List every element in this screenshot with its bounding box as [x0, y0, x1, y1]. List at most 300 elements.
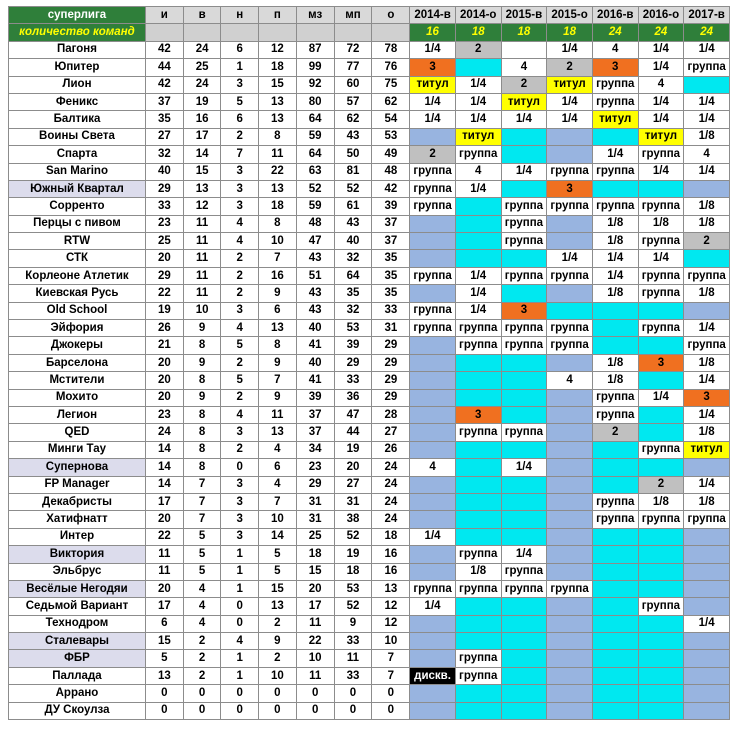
- stat-games: 0: [145, 702, 183, 719]
- stat-wins: 0: [183, 702, 221, 719]
- season-result: 3: [455, 406, 501, 423]
- season-result: группа: [501, 424, 547, 441]
- stat-goals-for: 18: [296, 546, 334, 563]
- season-result: 1/4: [547, 111, 593, 128]
- stat-points: 0: [372, 685, 410, 702]
- stat-points: 39: [372, 198, 410, 215]
- stat-losses: 13: [258, 93, 296, 110]
- stat-losses: 8: [258, 215, 296, 232]
- season-result: [592, 528, 638, 545]
- col-header-wins: в: [183, 7, 221, 24]
- season-result: дискв.: [410, 667, 456, 684]
- season-result: группа: [501, 198, 547, 215]
- season-result: группа: [455, 337, 501, 354]
- stat-losses: 12: [258, 41, 296, 58]
- stat-games: 19: [145, 302, 183, 319]
- stat-points: 48: [372, 163, 410, 180]
- season-result: [501, 685, 547, 702]
- stat-games: 20: [145, 372, 183, 389]
- season-result: титул: [547, 76, 593, 93]
- stat-losses: 7: [258, 250, 296, 267]
- season-result: 2: [455, 41, 501, 58]
- team-name: QED: [9, 424, 146, 441]
- table-row: [9, 633, 730, 650]
- season-result: 1/8: [592, 215, 638, 232]
- season-result: 1/4: [547, 250, 593, 267]
- col-header-points: о: [372, 7, 410, 24]
- stat-goals-against: 27: [334, 476, 372, 493]
- team-count-value: 18: [547, 24, 593, 41]
- season-result: 2: [592, 424, 638, 441]
- season-result: [455, 233, 501, 250]
- stat-goals-against: 64: [334, 267, 372, 284]
- stat-wins: 15: [183, 163, 221, 180]
- stat-games: 22: [145, 285, 183, 302]
- stat-points: 12: [372, 615, 410, 632]
- season-result: [455, 59, 501, 76]
- stat-goals-against: 60: [334, 76, 372, 93]
- season-result: [455, 702, 501, 719]
- stat-wins: 2: [183, 650, 221, 667]
- season-result: группа: [410, 163, 456, 180]
- stat-goals-for: 41: [296, 337, 334, 354]
- stat-goals-for: 87: [296, 41, 334, 58]
- season-result: [592, 580, 638, 597]
- stat-goals-against: 47: [334, 406, 372, 423]
- season-header: 2016-в: [592, 7, 638, 24]
- season-result: [455, 685, 501, 702]
- stat-games: 14: [145, 476, 183, 493]
- season-result: 1/4: [410, 598, 456, 615]
- header-row: [9, 7, 730, 24]
- stat-games: 21: [145, 337, 183, 354]
- stat-games: 37: [145, 93, 183, 110]
- table-row: [9, 111, 730, 128]
- season-result: [410, 215, 456, 232]
- stat-points: 12: [372, 598, 410, 615]
- season-result: 1/4: [684, 41, 730, 58]
- stat-games: 40: [145, 163, 183, 180]
- season-result: [592, 546, 638, 563]
- stat-goals-for: 43: [296, 250, 334, 267]
- table-row: [9, 528, 730, 545]
- season-result: 3: [684, 389, 730, 406]
- season-result: [455, 215, 501, 232]
- stat-draws: 5: [221, 93, 258, 110]
- season-result: группа: [638, 146, 684, 163]
- team-name: Воины Света: [9, 128, 146, 145]
- season-result: [501, 511, 547, 528]
- stat-points: 49: [372, 146, 410, 163]
- stat-draws: 2: [221, 285, 258, 302]
- season-result: 1/4: [638, 59, 684, 76]
- stat-goals-against: 43: [334, 215, 372, 232]
- stat-draws: 2: [221, 267, 258, 284]
- season-result: [684, 633, 730, 650]
- stat-games: 6: [145, 615, 183, 632]
- stat-games: 13: [145, 667, 183, 684]
- stat-games: 23: [145, 406, 183, 423]
- season-result: [592, 337, 638, 354]
- stat-losses: 13: [258, 424, 296, 441]
- season-result: 1/4: [638, 163, 684, 180]
- stat-draws: 2: [221, 128, 258, 145]
- season-result: [638, 424, 684, 441]
- team-name: Old School: [9, 302, 146, 319]
- season-result: группа: [592, 493, 638, 510]
- season-result: группа: [547, 267, 593, 284]
- season-result: 4: [501, 59, 547, 76]
- team-name: San Marino: [9, 163, 146, 180]
- season-result: [455, 354, 501, 371]
- stat-points: 7: [372, 667, 410, 684]
- table-row: [9, 180, 730, 197]
- season-result: группа: [684, 337, 730, 354]
- stat-games: 20: [145, 580, 183, 597]
- stat-wins: 11: [183, 233, 221, 250]
- season-result: [592, 563, 638, 580]
- season-result: 1/4: [455, 93, 501, 110]
- stat-wins: 11: [183, 285, 221, 302]
- stat-wins: 11: [183, 267, 221, 284]
- season-result: [410, 563, 456, 580]
- team-name: Эльбрус: [9, 563, 146, 580]
- stat-goals-for: 43: [296, 285, 334, 302]
- season-result: [547, 406, 593, 423]
- season-result: 1/8: [638, 215, 684, 232]
- stat-points: 16: [372, 546, 410, 563]
- season-result: [547, 511, 593, 528]
- stat-goals-against: 33: [334, 633, 372, 650]
- stat-draws: 3: [221, 198, 258, 215]
- stat-wins: 5: [183, 546, 221, 563]
- stat-wins: 17: [183, 128, 221, 145]
- season-result: 1/4: [638, 111, 684, 128]
- stat-goals-for: 52: [296, 180, 334, 197]
- stat-games: 17: [145, 493, 183, 510]
- season-result: [592, 320, 638, 337]
- stat-goals-against: 50: [334, 146, 372, 163]
- stat-goals-for: 34: [296, 441, 334, 458]
- season-result: группа: [410, 302, 456, 319]
- season-result: группа: [684, 267, 730, 284]
- stat-draws: 2: [221, 250, 258, 267]
- table-row: [9, 337, 730, 354]
- stat-goals-for: 64: [296, 146, 334, 163]
- season-result: группа: [638, 267, 684, 284]
- stat-wins: 16: [183, 111, 221, 128]
- stat-games: 14: [145, 459, 183, 476]
- stat-losses: 4: [258, 441, 296, 458]
- season-result: [684, 302, 730, 319]
- team-name: Юпитер: [9, 59, 146, 76]
- team-name: Супернова: [9, 459, 146, 476]
- stat-points: 35: [372, 285, 410, 302]
- stat-points: 24: [372, 476, 410, 493]
- stat-wins: 4: [183, 598, 221, 615]
- team-name: Минги Тау: [9, 441, 146, 458]
- table-row: [9, 650, 730, 667]
- stat-points: 29: [372, 337, 410, 354]
- stat-goals-against: 35: [334, 285, 372, 302]
- stat-wins: 7: [183, 511, 221, 528]
- stat-points: 37: [372, 215, 410, 232]
- stat-losses: 7: [258, 372, 296, 389]
- season-result: [638, 406, 684, 423]
- stat-losses: 15: [258, 76, 296, 93]
- season-result: [592, 615, 638, 632]
- season-result: 1/4: [638, 41, 684, 58]
- season-result: 1/4: [684, 111, 730, 128]
- season-result: [592, 441, 638, 458]
- season-result: 1/8: [684, 215, 730, 232]
- team-name: RTW: [9, 233, 146, 250]
- stat-losses: 6: [258, 302, 296, 319]
- stat-goals-against: 20: [334, 459, 372, 476]
- season-result: [684, 650, 730, 667]
- season-result: [592, 685, 638, 702]
- team-name: Седьмой Вариант: [9, 598, 146, 615]
- season-result: группа: [638, 320, 684, 337]
- stat-wins: 13: [183, 180, 221, 197]
- blank-cell: [296, 24, 334, 41]
- season-result: группа: [455, 146, 501, 163]
- season-result: титул: [455, 128, 501, 145]
- season-result: [455, 372, 501, 389]
- stat-draws: 4: [221, 233, 258, 250]
- season-result: [410, 476, 456, 493]
- table-row: [9, 59, 730, 76]
- table-row: [9, 372, 730, 389]
- table-row: [9, 667, 730, 684]
- stat-losses: 8: [258, 128, 296, 145]
- stat-points: 35: [372, 267, 410, 284]
- table-row: [9, 685, 730, 702]
- stat-goals-against: 52: [334, 180, 372, 197]
- season-result: группа: [410, 580, 456, 597]
- season-result: 4: [455, 163, 501, 180]
- table-row: [9, 702, 730, 719]
- season-result: [547, 476, 593, 493]
- season-result: [547, 233, 593, 250]
- table-row: [9, 163, 730, 180]
- stat-points: 7: [372, 650, 410, 667]
- season-result: группа: [501, 337, 547, 354]
- season-result: [684, 76, 730, 93]
- stat-losses: 13: [258, 598, 296, 615]
- season-result: группа: [410, 320, 456, 337]
- season-result: [547, 667, 593, 684]
- season-result: 4: [638, 76, 684, 93]
- season-result: [547, 650, 593, 667]
- stat-points: 28: [372, 406, 410, 423]
- stat-goals-against: 40: [334, 233, 372, 250]
- col-header-games: и: [145, 7, 183, 24]
- team-name: Барселона: [9, 354, 146, 371]
- season-result: [501, 667, 547, 684]
- season-result: [592, 180, 638, 197]
- stat-losses: 5: [258, 563, 296, 580]
- stat-games: 20: [145, 511, 183, 528]
- stat-goals-against: 0: [334, 685, 372, 702]
- stat-games: 11: [145, 546, 183, 563]
- season-result: [547, 615, 593, 632]
- season-result: [547, 493, 593, 510]
- season-header: 2016-о: [638, 7, 684, 24]
- season-result: группа: [638, 511, 684, 528]
- season-result: [410, 424, 456, 441]
- season-result: [455, 389, 501, 406]
- season-result: 3: [501, 302, 547, 319]
- team-name: Аррано: [9, 685, 146, 702]
- stat-draws: 1: [221, 563, 258, 580]
- season-result: группа: [455, 424, 501, 441]
- team-name: Мстители: [9, 372, 146, 389]
- stat-games: 24: [145, 424, 183, 441]
- stat-draws: 4: [221, 215, 258, 232]
- table-row: [9, 406, 730, 423]
- stat-wins: 11: [183, 250, 221, 267]
- stat-goals-against: 31: [334, 493, 372, 510]
- blank-cell: [221, 24, 258, 41]
- stat-losses: 22: [258, 163, 296, 180]
- stat-wins: 24: [183, 76, 221, 93]
- stat-wins: 8: [183, 424, 221, 441]
- stat-draws: 3: [221, 424, 258, 441]
- season-result: 1/4: [455, 285, 501, 302]
- season-result: 1/4: [547, 93, 593, 110]
- table-row: [9, 302, 730, 319]
- stat-wins: 9: [183, 320, 221, 337]
- stat-points: 31: [372, 320, 410, 337]
- season-result: [501, 180, 547, 197]
- stat-draws: 3: [221, 476, 258, 493]
- season-result: группа: [638, 441, 684, 458]
- season-result: [547, 146, 593, 163]
- season-result: 3: [410, 59, 456, 76]
- season-result: 1/4: [684, 476, 730, 493]
- stat-draws: 4: [221, 633, 258, 650]
- season-result: 1/8: [592, 285, 638, 302]
- season-result: [684, 546, 730, 563]
- season-result: [501, 633, 547, 650]
- season-header: 2017-в: [684, 7, 730, 24]
- stat-wins: 9: [183, 389, 221, 406]
- team-count-label: количество команд: [9, 24, 146, 41]
- season-result: 4: [547, 372, 593, 389]
- stat-losses: 13: [258, 320, 296, 337]
- stat-goals-for: 63: [296, 163, 334, 180]
- stat-losses: 10: [258, 233, 296, 250]
- season-result: 2: [501, 76, 547, 93]
- team-count-value: 18: [455, 24, 501, 41]
- stat-losses: 9: [258, 285, 296, 302]
- season-result: группа: [547, 198, 593, 215]
- season-result: [501, 441, 547, 458]
- season-result: 2: [684, 233, 730, 250]
- blank-cell: [258, 24, 296, 41]
- season-result: [684, 580, 730, 597]
- team-name: Паллада: [9, 667, 146, 684]
- stat-games: 14: [145, 441, 183, 458]
- team-name: Хатифнатт: [9, 511, 146, 528]
- season-result: 4: [684, 146, 730, 163]
- season-result: 1/4: [684, 320, 730, 337]
- stat-wins: 11: [183, 215, 221, 232]
- season-result: [638, 302, 684, 319]
- season-result: группа: [638, 598, 684, 615]
- season-result: [455, 511, 501, 528]
- stat-wins: 10: [183, 302, 221, 319]
- table-row: [9, 598, 730, 615]
- season-result: группа: [592, 76, 638, 93]
- season-result: [501, 285, 547, 302]
- table-row: [9, 389, 730, 406]
- season-result: группа: [638, 233, 684, 250]
- team-count-value: 16: [410, 24, 456, 41]
- stat-losses: 15: [258, 580, 296, 597]
- team-name: FP Manager: [9, 476, 146, 493]
- season-result: [684, 180, 730, 197]
- season-result: [638, 633, 684, 650]
- stat-goals-against: 52: [334, 528, 372, 545]
- season-result: [638, 667, 684, 684]
- team-name: Киевская Русь: [9, 285, 146, 302]
- table-row: [9, 615, 730, 632]
- season-result: [547, 302, 593, 319]
- table-row: [9, 476, 730, 493]
- season-result: 1/4: [501, 111, 547, 128]
- stat-goals-for: 25: [296, 528, 334, 545]
- team-name: Сталевары: [9, 633, 146, 650]
- stat-wins: 7: [183, 493, 221, 510]
- col-header-goals-against: мп: [334, 7, 372, 24]
- season-result: [501, 598, 547, 615]
- stat-points: 42: [372, 180, 410, 197]
- season-result: [592, 633, 638, 650]
- season-result: 1/8: [455, 563, 501, 580]
- season-result: [684, 250, 730, 267]
- season-result: [501, 615, 547, 632]
- season-result: группа: [455, 650, 501, 667]
- season-result: [638, 528, 684, 545]
- season-result: титул: [501, 93, 547, 110]
- season-result: 2: [547, 59, 593, 76]
- season-result: [501, 354, 547, 371]
- stat-wins: 9: [183, 354, 221, 371]
- stat-points: 24: [372, 493, 410, 510]
- season-result: 1/4: [410, 111, 456, 128]
- season-result: [592, 302, 638, 319]
- season-result: [638, 180, 684, 197]
- stat-goals-for: 99: [296, 59, 334, 76]
- stat-games: 5: [145, 650, 183, 667]
- season-result: [455, 459, 501, 476]
- stat-wins: 24: [183, 41, 221, 58]
- stat-games: 42: [145, 41, 183, 58]
- season-result: титул: [592, 111, 638, 128]
- table-row: [9, 41, 730, 58]
- table-row: [9, 233, 730, 250]
- season-result: 2: [410, 146, 456, 163]
- season-result: [592, 598, 638, 615]
- table-row: [9, 267, 730, 284]
- season-result: [684, 685, 730, 702]
- season-result: [455, 598, 501, 615]
- season-result: 1/4: [501, 163, 547, 180]
- stat-games: 23: [145, 215, 183, 232]
- season-result: группа: [410, 198, 456, 215]
